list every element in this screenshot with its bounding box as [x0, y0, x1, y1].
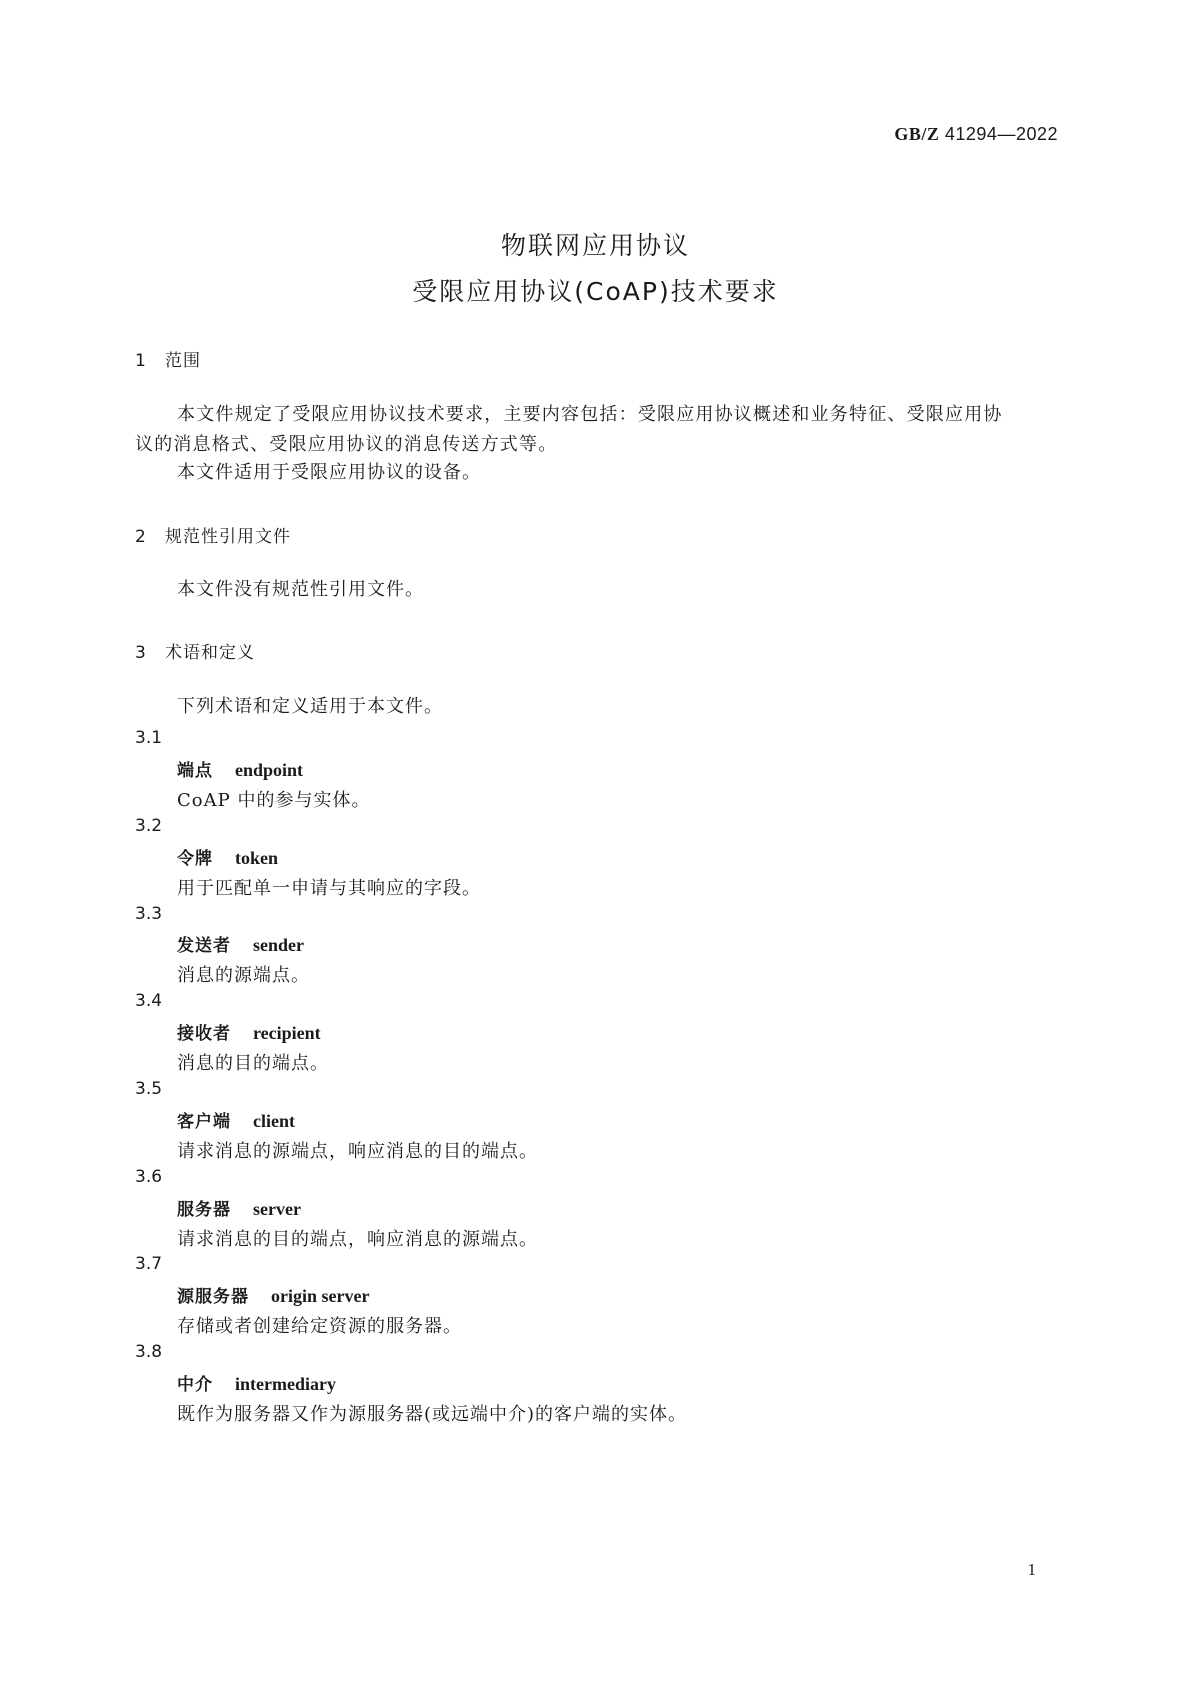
section-1-title: 范围: [165, 351, 201, 371]
term-entry: [177, 1195, 301, 1220]
document-code-prefix: GB/Z: [894, 124, 940, 144]
section-3-number: 3: [135, 643, 147, 663]
term-en: endpoint: [235, 760, 304, 780]
term-en: recipient: [253, 1023, 321, 1043]
term-entry: [177, 1107, 295, 1132]
term-number: 3.1: [135, 728, 163, 748]
term-definition: 请求消息的目的端点，响应消息的源端点。: [177, 1229, 538, 1250]
term-en: sender: [253, 935, 304, 955]
section-2-heading: [135, 522, 291, 547]
term-definition: 既作为服务器又作为源服务器(或远端中介)的客户端的实体。: [177, 1404, 688, 1425]
term-zh: 发送者: [177, 936, 231, 956]
term-entry: [177, 844, 278, 869]
term-entry: [177, 1019, 321, 1044]
term-number: 3.7: [135, 1254, 163, 1274]
document-title-line2: 受限应用协议(CoAP)技术要求: [412, 277, 779, 306]
term-definition: 请求消息的源端点，响应消息的目的端点。: [177, 1141, 538, 1162]
section-1-paragraph-2: 本文件适用于受限应用协议的设备。: [177, 462, 481, 483]
term-definition: 用于匹配单一申请与其响应的字段。: [177, 878, 481, 899]
term-zh: 端点: [177, 761, 213, 781]
section-2-title: 规范性引用文件: [165, 527, 291, 547]
page-number: 1: [1027, 1560, 1036, 1579]
term-entry: [177, 1370, 336, 1395]
document-code: [894, 124, 1058, 145]
term-entry: [177, 1282, 369, 1307]
section-1-paragraph-1: [135, 400, 1065, 460]
term-en: server: [253, 1199, 301, 1219]
section-1-p1-line2: 议的消息格式、受限应用协议的消息传送方式等。: [135, 434, 558, 455]
document-code-number: 41294—2022: [944, 124, 1058, 144]
section-1-p1-line1: 本文件规定了受限应用协议技术要求，主要内容包括：受限应用协议概述和业务特征、受限应用协: [177, 404, 1003, 425]
term-definition: 存储或者创建给定资源的服务器。: [177, 1316, 462, 1337]
term-definition: 消息的源端点。: [177, 965, 310, 986]
term-zh: 接收者: [177, 1024, 231, 1044]
term-number: 3.2: [135, 816, 163, 836]
section-1-heading: [135, 346, 201, 371]
term-number: 3.5: [135, 1079, 163, 1099]
term-definition: CoAP 中的参与实体。: [177, 790, 371, 811]
term-number: 3.6: [135, 1167, 163, 1187]
term-entry: [177, 931, 304, 956]
section-3-title: 术语和定义: [165, 643, 255, 663]
term-entry: [177, 756, 303, 781]
term-definition: 消息的目的端点。: [177, 1053, 329, 1074]
term-number: 3.3: [135, 904, 163, 924]
term-en: intermediary: [235, 1374, 336, 1394]
term-number: 3.8: [135, 1342, 163, 1362]
term-en: token: [235, 848, 279, 868]
term-zh: 服务器: [177, 1200, 231, 1220]
section-3-paragraph-1: 下列术语和定义适用于本文件。: [177, 696, 443, 717]
section-1-number: 1: [135, 351, 147, 371]
term-zh: 中介: [177, 1375, 213, 1395]
term-en: origin server: [271, 1286, 370, 1306]
term-zh: 客户端: [177, 1112, 231, 1132]
section-2-paragraph-1: 本文件没有规范性引用文件。: [177, 579, 424, 600]
document-title-line1: 物联网应用协议: [500, 231, 690, 260]
term-en: client: [253, 1111, 295, 1131]
term-number: 3.4: [135, 991, 163, 1011]
section-2-number: 2: [135, 527, 147, 547]
term-zh: 源服务器: [177, 1287, 249, 1307]
term-zh: 令牌: [177, 849, 213, 869]
section-3-heading: [135, 638, 255, 663]
